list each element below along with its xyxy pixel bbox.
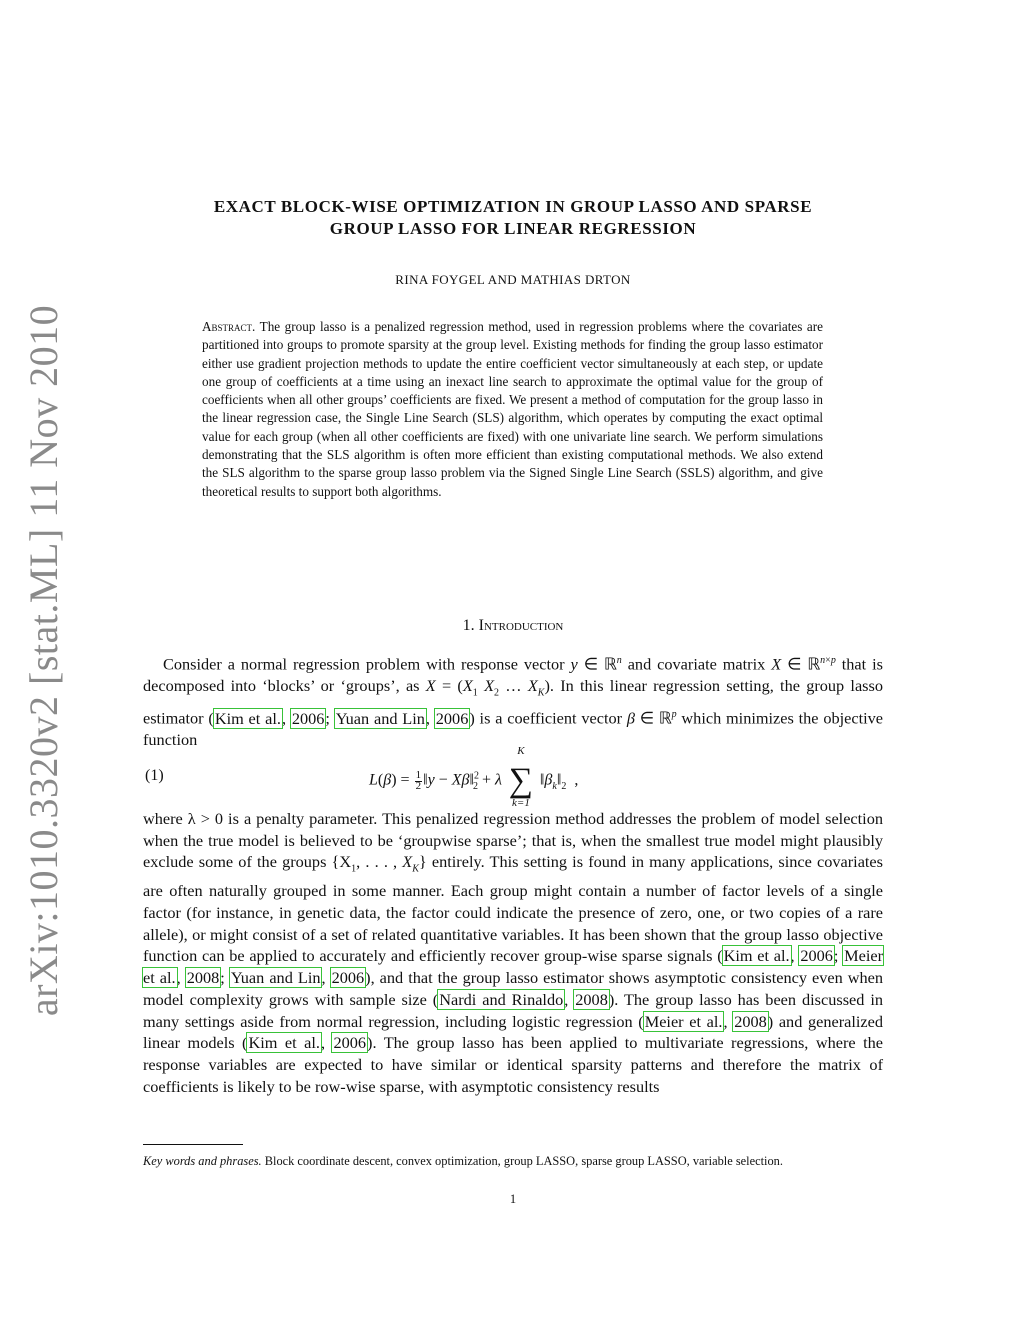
author-list: RINA FOYGEL AND MATHIAS DRTON [395,272,631,287]
citation-link[interactable]: Nardi and Rinaldo [439,989,564,1009]
citation-link[interactable]: Meier et al. [143,946,883,988]
title-line-2: GROUP LASSO FOR LINEAR REGRESSION [329,219,697,238]
citation-link[interactable]: Kim et al. [723,946,790,966]
section-number: 1. [462,617,475,634]
citation-link[interactable]: 2006 [333,1033,367,1053]
citation-link[interactable]: 2008 [734,1011,767,1031]
citation-link[interactable]: Kim et al. [214,708,281,728]
citation-link[interactable]: 2006 [331,968,365,988]
citation-link[interactable]: 2006 [435,708,469,728]
section-heading [143,617,883,635]
citation-link[interactable]: 2008 [575,989,608,1009]
page-number: 1 [509,1192,517,1206]
citation-link[interactable]: Kim et al. [248,1033,320,1053]
citation-link[interactable]: Yuan and Lin [335,708,425,728]
citation-link[interactable]: 2008 [186,968,220,988]
citation-link[interactable]: Meier et al. [644,1011,723,1031]
abstract [202,318,823,501]
arxiv-identifier-stamp [14,304,74,1016]
intro-paragraph-1: Consider a normal regression problem with response vector y ∈ ℝ$^n$ and covariate matrix X ∈ ℝ$^{n\times p}$ that is decomposed into ‘blocks’ or ‘groups’, as $X = (X_1$ $X_2$ … $X_K$). In this linear regression setting, the group lasso estimator (Kim et al., 2006; Yuan and Lin, 2006) is a coefficient vector β ∈ ℝ$^p$ which minimizes the objective function [143,654,884,750]
intro-paragraph-2: where λ > 0 is a penalty parameter. This penalized regression method addresses the problem of model selection when the true model is believed to be ‘groupwise sparse’; that is, when the smallest true model might plausibly exclude some of the groups {$X_1$, . . . , $X_K$} entirely. This setting is found in many applications, since covariates are often naturally grouped in some manner. Each group might contain a number of factor levels of a single factor (for instance, in genetic data, the factor could indicate the presence of zero, one, or two copies of a rare allele), or might consist of a set of related quantitative variables. It has been shown that the group lasso objective function can be applied to accurately and efficiently recover group-wise sparse signals (Kim et al., 2006; Meier et al., 2008; Yuan and Lin, 2006), and that the group lasso estimator shows asymptotic consistency even when model complexity grows with sample size (Nardi and Rinaldo, 2008). The group lasso has been discussed in many settings aside from normal regression, including logistic regression (Meier et al., 2008) and generalized linear models (Kim et al., 2006). The group lasso has been applied to multivariate regressions, where the response variables are expected to have similar or identical sparsity patterns and therefore the matrix of coefficients is likely to be row-wise sparse, with asymptotic consistency results [143,809,884,1096]
section-title-text: Introduction [478,617,564,634]
keywords-label: Key words and phrases. [143,1154,262,1168]
arxiv-id-text: arXiv:1010.3320v2 [stat.ML] 11 Nov 2010 [21,304,67,1016]
citation-link[interactable]: 2006 [291,708,325,728]
equation-1 [143,745,883,807]
abstract-label: Abstract. [202,319,256,334]
title-line-1: EXACT BLOCK-WISE OPTIMIZATION IN GROUP LASSO AND SPARSE [213,197,813,216]
footnote-rule [143,1144,243,1145]
equation-number: (1) [145,767,164,784]
citation-link[interactable]: 2006 [800,946,833,966]
abstract-text: The group lasso is a penalized regression method, used in regression problems where the covariates are partitioned into groups to promote sparsity at the group level. Existing methods for finding the group lasso estimator either use gradient projection methods to update the entire coefficient vector simultaneously at each step, or update one group of coefficients at a time using an inexact line search to approximate the optimal value for the group of coefficients when all other groups’ coefficients are fixed. We present a method of computation for the group lasso in the linear regression case, the Single Line Search (SLS) algorithm, which operates by computing the exact optimal value for each group (when all other coefficients are fixed) with one univariate line search. We perform simulations demonstrating that the SLS algorithm is often more efficient than existing computational methods. We also extend the SLS algorithm to the sparse group lasso problem via the Signed Single Line Search (SSLS) algorithm, and give theoretical results to support both algorithms. [202,319,824,499]
paper-title [143,196,883,240]
citation-link[interactable]: Yuan and Lin [230,968,321,988]
objective-function: $L(\beta) = \frac{1}{2}‖y$ − Xβ‖$^2_2$ + λ K ∑ k=1 $‖\beta_k‖_2$ , [369,745,579,809]
keywords-text: Block coordinate descent, convex optimization, group LASSO, sparse group LASSO, variable selection. [261,1154,783,1168]
footnote-keywords [143,1153,883,1171]
